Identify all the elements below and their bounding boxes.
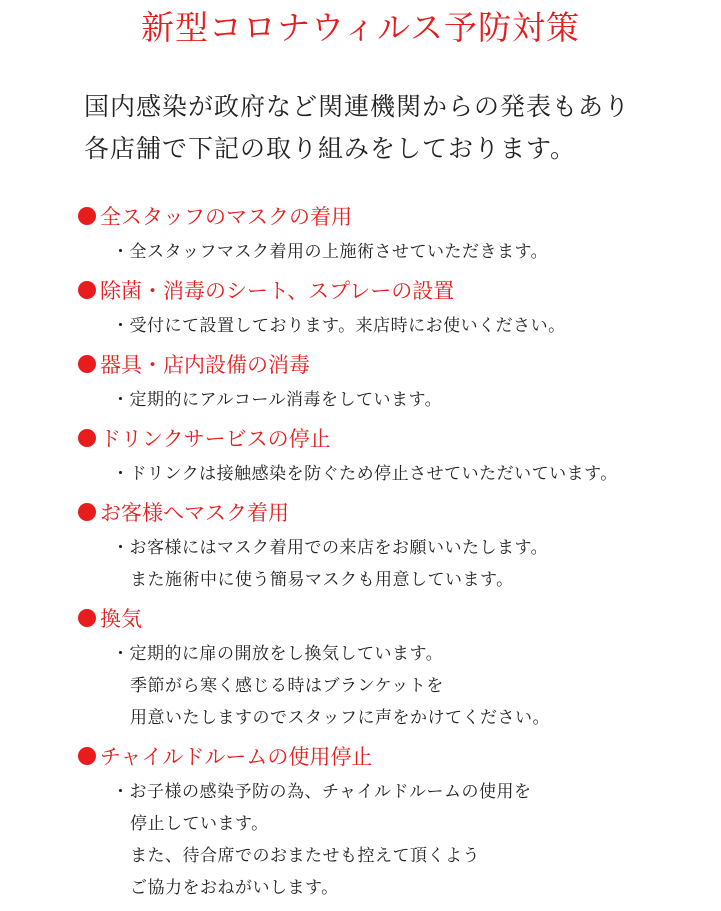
measure-heading-text: チャイルドルームの使用停止 [100,745,373,769]
measure-line: 停止しています。 [130,814,269,834]
measure-line: また施術中に使う簡易マスクも用意しています。 [130,570,514,590]
intro-paragraph [84,86,630,170]
measure-description [78,382,718,420]
red-bullet-icon [78,429,96,447]
red-bullet-icon [78,207,96,225]
measure-heading [78,494,718,530]
measure-line: ・受付にて設置しております。来店時にお使いください。 [112,316,566,336]
measure-line: ・定期的に扉の開放をし換気しています。 [112,644,444,664]
page-title: 新型コロナウィルス予防対策 [140,8,581,47]
measure-heading-text: 除菌・消毒のシート、スプレーの設置 [100,279,455,303]
measure-line: ・お客様にはマスク着用での来店をお願いいたします。 [112,538,549,558]
measure-description [78,774,718,908]
measure-item [78,494,718,600]
measure-line: 季節がら寒く感じる時はブランケットを [130,676,444,696]
intro-line: 国内感染が政府など関連機関からの発表もあり [84,92,631,121]
measure-description [78,636,718,738]
measure-item [78,272,718,346]
measure-description [78,234,718,272]
measure-heading-text: 器具・店内設備の消毒 [100,353,310,377]
measure-item [78,600,718,738]
measure-heading-text: ドリンクサービスの停止 [100,427,331,451]
red-bullet-icon [78,503,96,521]
red-bullet-icon [78,609,96,627]
measure-line: ・お子様の感染予防の為、チャイルドルームの使用を [112,782,532,802]
measure-line: また、待合席でのおまたせも控えて頂くよう [130,846,480,866]
measures-list [78,198,718,908]
red-bullet-icon [78,281,96,299]
measure-line: ・全スタッフマスク着用の上施術させていただきます。 [112,242,549,262]
measure-line: ・定期的にアルコール消毒をしています。 [112,390,443,410]
measure-heading [78,346,718,382]
intro-line: 各店舗で下記の取り組みをしております。 [84,134,577,163]
measure-item [78,420,718,494]
measure-heading-text: 換気 [100,607,142,631]
measure-line: ・ドリンクは接触感染を防ぐため停止させていただいています。 [112,464,618,484]
measure-item [78,346,718,420]
red-bullet-icon [78,747,96,765]
measure-heading [78,198,718,234]
measure-heading [78,600,718,636]
measure-description [78,530,718,600]
measure-heading-text: 全スタッフのマスクの着用 [100,205,352,229]
measure-heading-text: お客様へマスク着用 [100,501,289,525]
measure-item [78,738,718,908]
measure-heading [78,272,718,308]
measure-description [78,456,718,494]
red-bullet-icon [78,355,96,373]
measure-heading [78,738,718,774]
measure-heading [78,420,718,456]
measure-description [78,308,718,346]
measure-line: 用意いたしますのでスタッフに声をかけてください。 [130,708,550,728]
measure-item [78,198,718,272]
measure-line: ご協力をおねがいします。 [130,878,339,898]
